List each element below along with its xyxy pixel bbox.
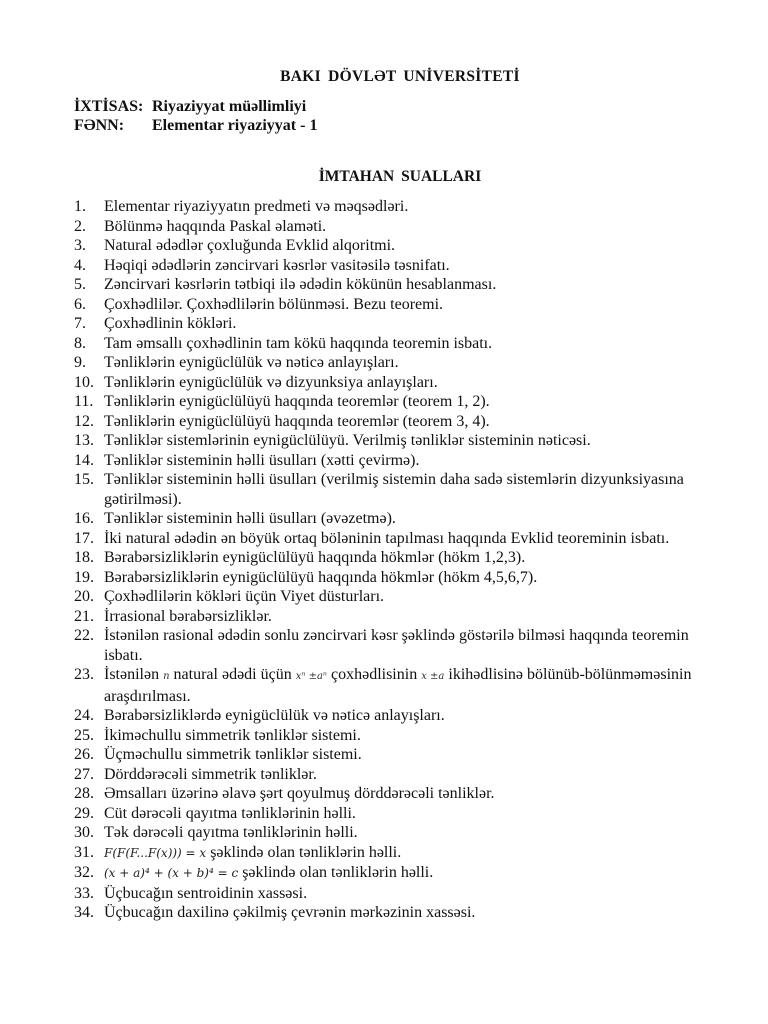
question-number: 17. [74,529,94,547]
question-item [74,197,714,217]
question-number: 33. [74,884,94,902]
question-number: 29. [74,804,94,822]
specialty-value: Riyaziyyat müəllimliyi [152,98,307,115]
question-item [74,863,714,884]
question-item [74,726,714,746]
question-number: 19. [74,568,94,586]
math-n: n [163,671,170,682]
question-item [74,217,714,237]
question-text: Üçməchullu simmetrik tənliklər sistemi. [104,746,362,763]
question-text-part: çoxhədlisinin [326,666,422,683]
question-text: İstənilən rasional ədədin sonlu zəncirvari kəsr şəklində göstərilə bilməsi haqqında teoremin isbatı. [104,627,689,664]
question-number: 18. [74,549,94,566]
question-text: Tək dərəcəli qayıtma tənliklərinin həlli. [104,824,358,841]
question-item [74,823,714,843]
question-item [74,373,714,393]
question-text-part: ikihədlisinə bölünüb-bölünməməsinin araşdırılması. [104,666,692,705]
question-text: Üçbucağın daxilinə çəkilmiş çevrənin mərkəzinin xassəsi. [104,904,476,921]
question-text: Tənliklər sisteminin həlli üsulları (əvəzetmə). [104,510,396,527]
question-number: 9. [74,354,86,371]
question-item [74,353,714,373]
question-number: 23. [74,666,94,683]
question-text: Elementar riyaziyyatın predmeti və məqsədləri. [104,198,409,215]
subject-value: Elementar riyaziyyat - 1 [152,117,318,134]
question-number: 7. [74,315,86,332]
question-number: 34. [74,904,94,921]
question-text: Tənliklər sisteminin həlli üsulları (verilmiş sistemin daha sadə sistemlərin dizyunksiyasına gətirilməsi). [104,471,684,508]
question-number: 13. [74,432,94,449]
question-item [74,804,714,824]
question-item [74,587,714,607]
question-number: 11. [74,393,94,410]
question-text: Əmsalları üzərinə əlavə şərt qoyulmuş dörddərəcəli tənliklər. [104,785,495,802]
question-text [104,843,714,864]
question-text-part: İstənilən [104,666,164,683]
question-text: Tənliklərin eynigüclülük və nəticə anlayışları. [104,354,399,371]
question-text-part: natural ədədi üçün [169,666,296,683]
exam-questions-heading: İMTAHAN SUALLARI [318,168,482,185]
question-number: 20. [74,588,94,605]
question-text: Bölünmə haqqında Paskal əlaməti. [104,217,327,235]
question-text: Tənliklər sistemlərinin eynigüclülüyü. Verilmiş tənliklər sisteminin nəticəsi. [104,432,591,449]
math-binomial: x ±a [421,671,445,682]
question-number: 28. [74,785,94,802]
question-item [74,314,714,334]
question-text: Tənliklərin eynigüclülük və dizyunksiya anlayışları. [104,373,438,391]
question-text: İki natural ədədin ən böyük ortaq böləninin tapılması haqqında Evklid teoreminin isbatı. [104,529,670,547]
question-text: Tənliklər sisteminin həlli üsulları (xətti çevirmə). [104,451,420,469]
question-item [74,884,714,904]
math-formula: (x + a)⁴ + (x + b)⁴ = c [104,866,239,880]
question-item [74,765,714,785]
specialty-label: İXTİSAS: [74,98,144,115]
math-polynomial: xⁿ ±aⁿ [295,671,327,682]
question-item [74,451,714,471]
question-number: 14. [74,451,94,469]
university-title: BAKI DÖVLƏT UNİVERSİTETİ [280,68,520,85]
question-text-part: şəklində olan tənliklərin həlli. [206,843,402,861]
question-text: Dörddərəcəli simmetrik tənliklər. [104,765,317,783]
question-number: 2. [74,217,86,235]
question-text: Bərabərsizliklərin eynigüclülüyü haqqında hökmlər (hökm 4,5,6,7). [104,568,538,586]
question-item [74,843,714,864]
subject-label: FƏNN: [74,117,125,134]
question-number: 30. [74,824,94,841]
question-number: 3. [74,237,86,254]
question-item [74,568,714,588]
question-number: 31. [74,843,94,861]
question-item [74,665,714,706]
question-item [74,470,714,509]
subject-line [74,117,317,135]
question-number: 8. [74,334,86,352]
question-item [74,529,714,549]
question-text [104,863,714,884]
question-text-part: şəklində olan tənliklərin həlli. [238,864,434,881]
question-text: Çoxhədlinin kökləri. [104,315,237,332]
question-text [104,665,714,706]
question-text: Bərabərsizliklərdə eynigüclülük və nəticə anlayışları. [104,707,445,724]
question-item [74,784,714,804]
question-number: 5. [74,276,86,293]
question-text: Cüt dərəcəli qayıtma tənliklərinin həlli. [104,804,356,822]
question-item [74,903,714,923]
question-text: Tənliklərin eynigüclülüyü haqqında teoremlər (teorem 1, 2). [104,393,490,410]
question-number: 27. [74,765,94,783]
question-number: 15. [74,471,94,488]
question-number: 12. [74,412,94,430]
question-item [74,548,714,568]
question-text: Natural ədədlər çoxluğunda Evklid alqoritmi. [104,237,396,254]
question-text: Bərabərsizliklərin eynigüclülüyü haqqında hökmlər (hökm 1,2,3). [104,549,526,566]
question-text: Çoxhədlilərin kökləri üçün Viyet düsturları. [104,588,385,605]
question-text: Həqiqi ədədlərin zəncirvari kəsrlər vasitəsilə təsnifatı. [104,256,450,274]
question-item [74,431,714,451]
question-item [74,256,714,276]
question-number: 1. [74,198,86,215]
question-number: 16. [74,510,94,527]
question-number: 22. [74,627,94,644]
question-text: Tənliklərin eynigüclülüyü haqqında teoremlər (teorem 3, 4). [104,412,490,430]
question-number: 24. [74,707,94,724]
question-text: İrrasional bərabərsizliklər. [104,607,272,625]
question-item [74,236,714,256]
question-item [74,295,714,315]
question-item [74,745,714,765]
question-item [74,509,714,529]
question-list [74,197,714,923]
question-number: 26. [74,746,94,763]
question-text: Çoxhədlilər. Çoxhədlilərin bölünməsi. Bezu teoremi. [104,295,444,313]
question-number: 32. [74,864,94,881]
question-item [74,334,714,354]
question-item [74,706,714,726]
question-item [74,412,714,432]
math-formula: F(F(F...F(x))) = x [104,845,207,860]
question-item [74,626,714,665]
question-text: Zəncirvari kəsrlərin tətbiqi ilə ədədin kökünün hesablanması. [104,276,497,293]
question-number: 25. [74,726,94,744]
question-item [74,392,714,412]
question-item [74,607,714,627]
question-item [74,275,714,295]
question-number: 10. [74,373,94,391]
specialty-line [74,98,306,116]
question-text: Üçbucağın sentroidinin xassəsi. [104,884,308,902]
question-number: 21. [74,607,94,625]
question-number: 6. [74,295,86,313]
question-text: İkiməchullu simmetrik tənliklər sistemi. [104,726,361,744]
question-text: Tam əmsallı çoxhədlinin tam kökü haqqında teoremin isbatı. [104,334,493,352]
question-number: 4. [74,256,86,274]
